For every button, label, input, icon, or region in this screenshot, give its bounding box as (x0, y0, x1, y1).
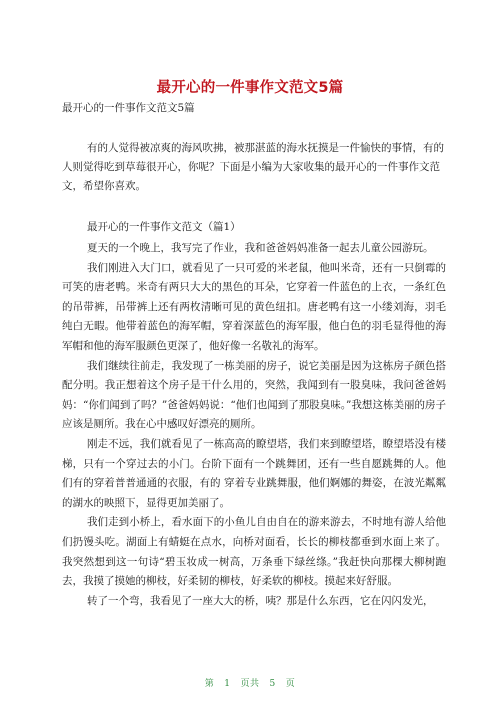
essay-paragraph: 刚走不远，我们就看见了一栋高高的瞭望塔，我们来到瞭望塔，瞭望塔没有楼梯，只有一个穿过去的小门。台阶下面有一个跳舞团，还有一些自愿跳舞的人。他们有的穿着普普通通的衣服，有的 穿着专业跳舞服，他们婀娜的舞姿，在波光粼粼的湖水的映照下，显得更加美丽了。 (62, 437, 446, 509)
footer-suffix: 页 (285, 679, 296, 689)
essay-paragraph: 我们刚进入大门口，就看见了一只可爱的米老鼠，他叫米奇，还有一只倒霉的可笑的唐老鸭。米奇有两只大大的黑色的耳朵，它穿着一件蓝色的上衣，一条红色的吊带裤，吊带裤上还有两枚清晰可见的黄色纽扣。唐老鸭有这一小缕刘海，羽毛纯白无暇。他带着蓝色的海军帽，穿着深蓝色的海军服，他白色的羽毛显得他的海军帽和他的海军服颜色更深了，他好像一名敬礼的海军。 (62, 261, 446, 352)
essay-paragraph: 我们走到小桥上，看水面下的小鱼儿自由自在的游来游去，不时地有游人给他们扔馒头吃。湖面上有蜻蜓在点水，向桥对面看，长长的柳枝都垂到水面上来了。我突然想到这一句诗“碧玉妆成一树高，万条垂下绿丝绦。”我赶快向那棵大柳树跑去，我摸了摸她的柳枝，好柔韧的柳枝，好柔软的柳枝。摸起来好舒服。 (62, 516, 446, 588)
section-heading: 最开心的一件事作文范文（篇1） (87, 221, 241, 233)
page-footer (0, 676, 500, 689)
essay-body (62, 239, 446, 611)
document-subtitle: 最开心的一件事作文范文5篇 (62, 102, 195, 114)
footer-prefix: 第 (204, 679, 215, 689)
footer-middle: 页共 (240, 679, 260, 689)
essay-paragraph: 夏天的一个晚上，我写完了作业，我和爸爸妈妈准备一起去儿童公园游玩。 (87, 242, 434, 254)
essay-paragraph: 转了一个弯，我看见了一座大大的桥，咦？那是什么东西，它在闪闪发光， (87, 594, 434, 607)
intro-paragraph: 有的人觉得被凉爽的海风吹拂，被那湛蓝的海水抚摸是一件愉快的事情，有的人则觉得吃到草莓很开心，你呢？下面是小编为大家收集的最开心的一件事作文范文，希望你喜欢。 (62, 142, 444, 192)
footer-current-page: 1 (224, 679, 231, 689)
document-title: 最开心的一件事作文范文5篇 (156, 80, 344, 96)
footer-total-pages: 5 (269, 679, 276, 689)
essay-paragraph: 我们继续往前走，我发现了一栋美丽的房子，说它美丽是因为这栋房子颜色搭配分明。我正想着这个房子是干什么用的，突然，我闻到有一股臭味，我问爸爸妈妈：“你们闻到了吗？”爸爸妈妈说：“他们也闻到了那股臭味。”我想这栋美丽的房子应该是厕所。我在心中感叹好漂亮的厕所。 (62, 359, 446, 431)
